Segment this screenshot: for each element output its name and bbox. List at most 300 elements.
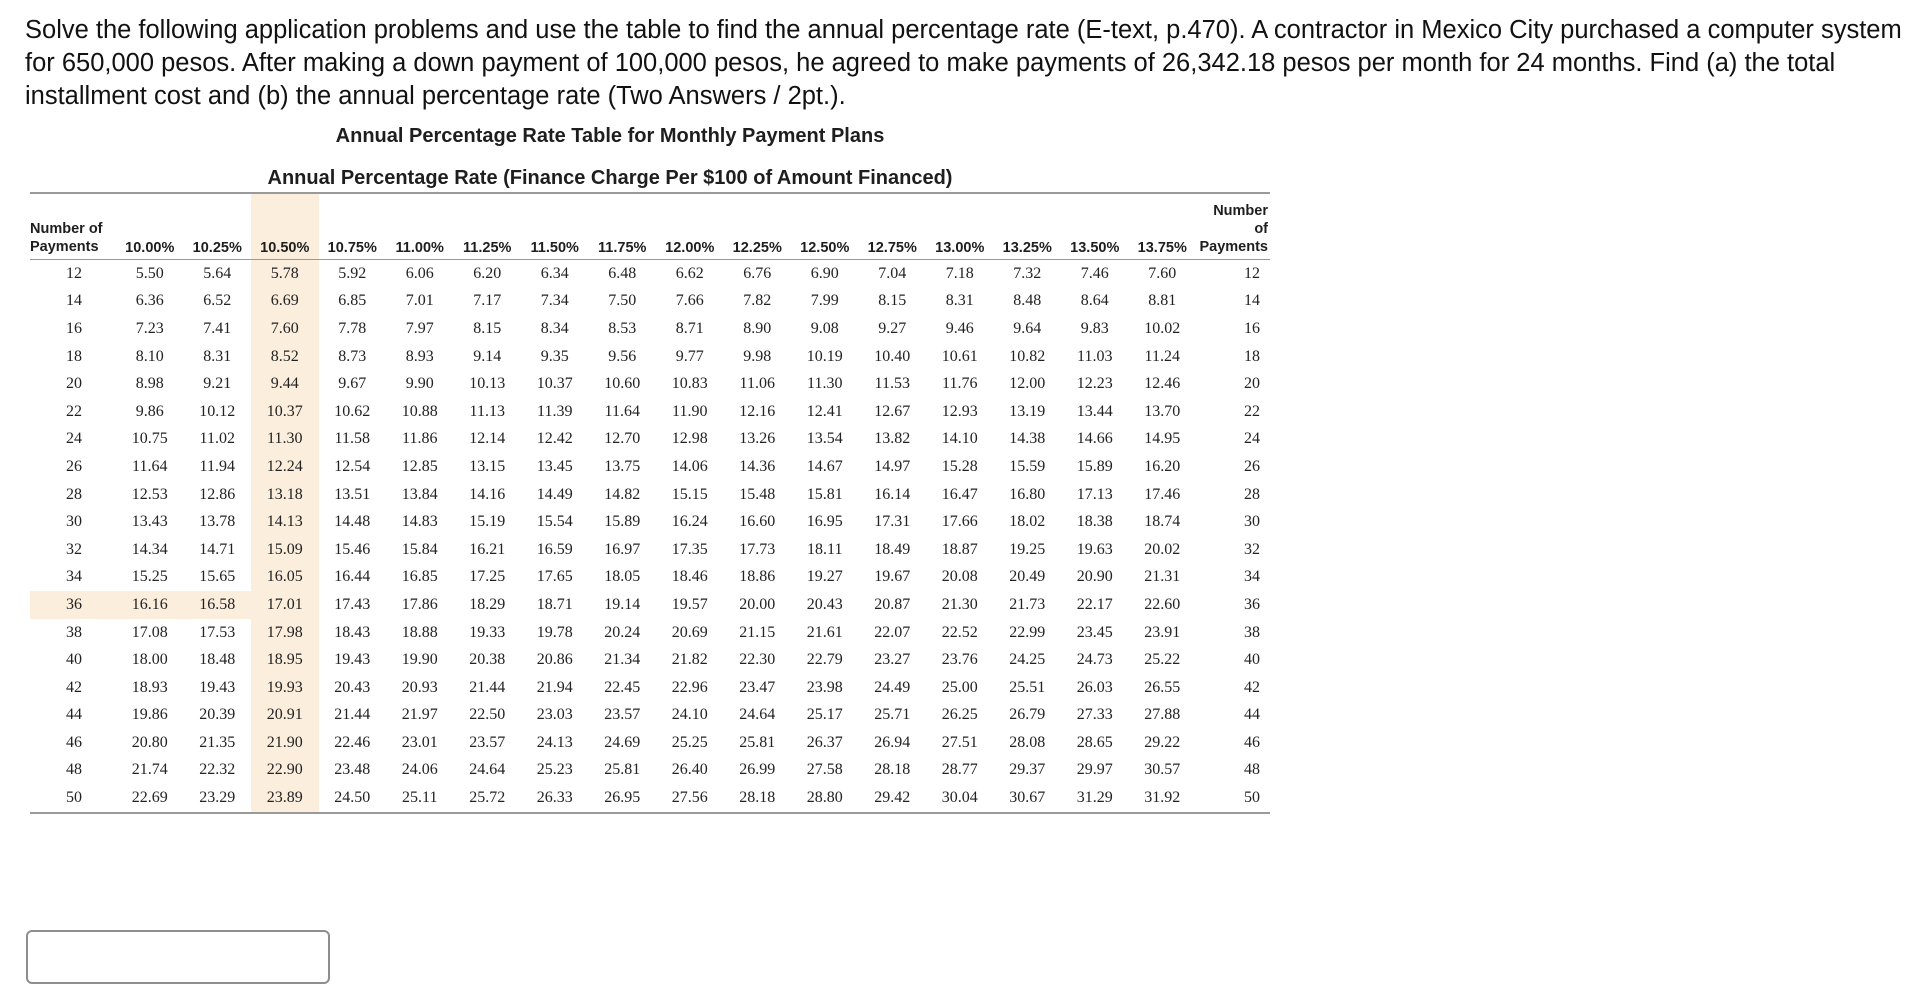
finance-charge-cell: 16.95: [806, 513, 843, 531]
finance-charge-cell: 13.15: [469, 457, 506, 475]
left-payments-header: [30, 193, 116, 260]
finance-charge-cell: 9.77: [675, 347, 704, 365]
finance-charge-cell: 8.98: [135, 375, 164, 393]
finance-charge-cell: 5.64: [203, 264, 232, 282]
finance-charge-cell: 15.54: [536, 513, 573, 531]
finance-charge-cell: 10.12: [199, 402, 236, 420]
apr-table-body: [30, 260, 1270, 813]
payments-count-right: 32: [1244, 540, 1260, 558]
payments-count-left: 38: [66, 623, 82, 641]
finance-charge-cell: 15.48: [739, 485, 776, 503]
finance-charge-cell: 18.05: [604, 568, 641, 586]
finance-charge-cell: 21.35: [199, 733, 236, 751]
finance-charge-cell: 12.23: [1076, 375, 1113, 393]
finance-charge-cell: 14.16: [469, 485, 506, 503]
finance-charge-cell: 19.14: [604, 595, 641, 613]
finance-charge-cell: 8.81: [1148, 292, 1177, 310]
finance-charge-cell: 18.02: [1009, 513, 1046, 531]
finance-charge-cell: 12.14: [469, 430, 506, 448]
table-row: [30, 536, 1270, 564]
finance-charge-cell: 23.27: [874, 651, 911, 669]
finance-charge-cell: 7.60: [1148, 264, 1177, 282]
finance-charge-cell: 23.48: [334, 761, 371, 779]
payments-count-left: 24: [66, 430, 82, 448]
finance-charge-cell: 15.81: [806, 485, 843, 503]
finance-charge-cell: 20.69: [671, 623, 708, 641]
finance-charge-cell: 16.14: [874, 485, 911, 503]
table-row: [30, 398, 1270, 426]
finance-charge-cell: 18.86: [739, 568, 776, 586]
table-row: [30, 508, 1270, 536]
finance-charge-cell: 15.89: [1076, 457, 1113, 475]
finance-charge-cell: 19.90: [401, 651, 438, 669]
finance-charge-cell: 20.38: [469, 651, 506, 669]
finance-charge-cell: 9.98: [743, 347, 772, 365]
finance-charge-cell: 20.24: [604, 623, 641, 641]
finance-charge-cell: 13.26: [739, 430, 776, 448]
finance-charge-cell: 19.78: [536, 623, 573, 641]
finance-charge-cell: 7.50: [608, 292, 637, 310]
finance-charge-cell: 26.94: [874, 733, 911, 751]
finance-charge-cell: 20.08: [941, 568, 978, 586]
finance-charge-cell: 12.70: [604, 430, 641, 448]
finance-charge-cell: 25.00: [941, 678, 978, 696]
finance-charge-cell: 6.69: [251, 288, 319, 316]
finance-charge-cell: 12.46: [1144, 375, 1181, 393]
finance-charge-cell: 10.62: [334, 402, 371, 420]
rate-header: 12.25%: [724, 193, 792, 260]
table-row: [30, 591, 1270, 619]
finance-charge-cell: 9.27: [878, 319, 907, 337]
finance-charge-cell: 6.76: [743, 264, 772, 282]
finance-charge-cell: 6.34: [540, 264, 569, 282]
finance-charge-cell: 15.89: [604, 513, 641, 531]
finance-charge-cell: 11.30: [807, 375, 843, 393]
finance-charge-cell: 13.54: [806, 430, 843, 448]
finance-charge-cell: 16.21: [469, 540, 506, 558]
finance-charge-cell: 19.63: [1076, 540, 1113, 558]
finance-charge-cell: 19.67: [874, 568, 911, 586]
finance-charge-cell: 17.01: [251, 591, 319, 619]
finance-charge-cell: 26.95: [604, 789, 641, 807]
finance-charge-cell: 14.95: [1144, 430, 1181, 448]
payments-count-right: 42: [1244, 678, 1260, 696]
rate-header: 10.00%: [116, 193, 184, 260]
finance-charge-cell: 19.43: [199, 678, 236, 696]
finance-charge-cell: 20.91: [251, 702, 319, 730]
finance-charge-cell: 28.77: [941, 761, 978, 779]
finance-charge-cell: 11.94: [199, 457, 235, 475]
payments-count-left: 12: [66, 264, 82, 282]
table-row: [30, 757, 1270, 785]
finance-charge-cell: 15.15: [671, 485, 708, 503]
finance-charge-cell: 29.42: [874, 789, 911, 807]
finance-charge-cell: 11.64: [604, 402, 640, 420]
finance-charge-cell: 30.57: [1144, 761, 1181, 779]
finance-charge-cell: 20.93: [401, 678, 438, 696]
payments-count-left: 26: [66, 457, 82, 475]
finance-charge-cell: 10.82: [1009, 347, 1046, 365]
finance-charge-cell: 20.86: [536, 651, 573, 669]
finance-charge-cell: 22.60: [1144, 595, 1181, 613]
finance-charge-cell: 28.18: [874, 761, 911, 779]
finance-charge-cell: 20.49: [1009, 568, 1046, 586]
finance-charge-cell: 18.29: [469, 595, 506, 613]
table-title: Annual Percentage Rate Table for Monthly Payment Plans: [335, 125, 885, 147]
payments-count-right: 14: [1244, 292, 1260, 310]
finance-charge-cell: 8.31: [945, 292, 974, 310]
finance-charge-cell: 12.41: [806, 402, 843, 420]
finance-charge-cell: 25.81: [739, 733, 776, 751]
question-text: Solve the following application problems and use the table to find the annual percentage rate (E-text, p.470). A contractor in Mexico City purchased a computer system for 650,000 pesos. After making a down payment of 100,000 pesos, he agreed to make payments of 26,342.18 pesos per month for 24 months. Find (a) the total installment cost and (b) the annual percentage rate (Two Answers / 2pt.).: [25, 16, 1902, 110]
finance-charge-cell: 20.02: [1144, 540, 1181, 558]
finance-charge-cell: 28.18: [739, 789, 776, 807]
rate-header: 13.25%: [994, 193, 1062, 260]
finance-charge-cell: 8.15: [878, 292, 907, 310]
finance-charge-cell: 14.06: [671, 457, 708, 475]
finance-charge-cell: 16.60: [739, 513, 776, 531]
finance-charge-cell: 22.45: [604, 678, 641, 696]
payments-count-right: 40: [1244, 651, 1260, 669]
payments-count-left: 50: [66, 789, 82, 807]
finance-charge-cell: 18.00: [131, 651, 168, 669]
finance-charge-cell: 8.31: [203, 347, 232, 365]
finance-charge-cell: 12.53: [131, 485, 168, 503]
finance-charge-cell: 18.43: [334, 623, 371, 641]
finance-charge-cell: 14.48: [334, 513, 371, 531]
finance-charge-cell: 9.64: [1013, 319, 1042, 337]
finance-charge-cell: 16.05: [251, 564, 319, 592]
finance-charge-cell: 28.65: [1076, 733, 1113, 751]
finance-charge-cell: 13.51: [334, 485, 371, 503]
finance-charge-cell: 22.52: [941, 623, 978, 641]
finance-charge-cell: 7.04: [878, 264, 907, 282]
finance-charge-cell: 11.13: [469, 402, 505, 420]
finance-charge-cell: 12.24: [251, 453, 319, 481]
finance-charge-cell: 7.18: [945, 264, 974, 282]
payments-count-right: 18: [1244, 347, 1260, 365]
finance-charge-cell: 10.37: [536, 375, 573, 393]
finance-charge-cell: 21.82: [671, 651, 708, 669]
finance-charge-cell: 10.19: [806, 347, 843, 365]
right-header-line: Payments: [1199, 239, 1268, 255]
table-row: [30, 564, 1270, 592]
finance-charge-cell: 6.85: [338, 292, 367, 310]
finance-charge-cell: 23.03: [536, 706, 573, 724]
finance-charge-cell: 16.44: [334, 568, 371, 586]
finance-charge-cell: 23.01: [401, 733, 438, 751]
payments-count-right: 38: [1244, 623, 1260, 641]
payments-count-left: 22: [66, 402, 82, 420]
finance-charge-cell: 27.51: [941, 733, 978, 751]
finance-charge-cell: 12.85: [401, 457, 438, 475]
finance-charge-cell: 10.83: [671, 375, 708, 393]
finance-charge-cell: 9.56: [608, 347, 637, 365]
table-row: [30, 674, 1270, 702]
finance-charge-cell: 12.54: [334, 457, 371, 475]
finance-charge-cell: 12.93: [941, 402, 978, 420]
finance-charge-cell: 19.86: [131, 706, 168, 724]
finance-charge-cell: 18.93: [131, 678, 168, 696]
rate-header: 13.75%: [1129, 193, 1197, 260]
finance-charge-cell: 30.67: [1009, 789, 1046, 807]
rate-header: 12.50%: [791, 193, 859, 260]
finance-charge-cell: 9.35: [540, 347, 569, 365]
payments-count-left: 32: [66, 540, 82, 558]
finance-charge-cell: 30.04: [941, 789, 978, 807]
rate-header: 11.75%: [589, 193, 657, 260]
finance-charge-cell: 10.60: [604, 375, 641, 393]
finance-charge-cell: 22.30: [739, 651, 776, 669]
right-header-line: of: [1254, 221, 1268, 237]
payments-count-left: 30: [66, 513, 82, 531]
finance-charge-cell: 6.36: [135, 292, 164, 310]
finance-charge-cell: 13.84: [401, 485, 438, 503]
rate-header: 10.75%: [319, 193, 387, 260]
finance-charge-cell: 18.38: [1076, 513, 1113, 531]
finance-charge-cell: 7.97: [405, 319, 434, 337]
finance-charge-cell: 24.64: [469, 761, 506, 779]
finance-charge-cell: 14.36: [739, 457, 776, 475]
finance-charge-cell: 29.37: [1009, 761, 1046, 779]
finance-charge-cell: 19.33: [469, 623, 506, 641]
table-header-row: [30, 193, 1270, 260]
finance-charge-cell: 24.13: [536, 733, 573, 751]
finance-charge-cell: 26.99: [739, 761, 776, 779]
finance-charge-cell: 20.80: [131, 733, 168, 751]
finance-charge-cell: 7.23: [135, 319, 164, 337]
finance-charge-cell: 21.44: [334, 706, 371, 724]
finance-charge-cell: 9.86: [135, 402, 164, 420]
rate-header: 11.25%: [454, 193, 522, 260]
finance-charge-cell: 8.48: [1013, 292, 1042, 310]
payments-count-left: 18: [66, 347, 82, 365]
finance-charge-cell: 22.96: [671, 678, 708, 696]
finance-charge-cell: 25.17: [806, 706, 843, 724]
payments-count-right: 20: [1244, 375, 1260, 393]
finance-charge-cell: 18.88: [401, 623, 438, 641]
finance-charge-cell: 31.29: [1076, 789, 1113, 807]
finance-charge-cell: 15.19: [469, 513, 506, 531]
payments-count-right: 46: [1244, 733, 1260, 751]
finance-charge-cell: 14.82: [604, 485, 641, 503]
finance-charge-cell: 22.07: [874, 623, 911, 641]
finance-charge-cell: 17.13: [1076, 485, 1113, 503]
finance-charge-cell: 14.13: [251, 508, 319, 536]
finance-charge-cell: 6.48: [608, 264, 637, 282]
finance-charge-cell: 21.90: [251, 729, 319, 757]
finance-charge-cell: 11.64: [132, 457, 168, 475]
rate-header: 13.50%: [1061, 193, 1129, 260]
finance-charge-cell: 12.00: [1009, 375, 1046, 393]
finance-charge-cell: 6.52: [203, 292, 232, 310]
finance-charge-cell: 11.02: [199, 430, 235, 448]
finance-charge-cell: 7.34: [540, 292, 569, 310]
finance-charge-cell: 8.71: [675, 319, 704, 337]
rate-header-highlighted: 10.50%: [251, 193, 319, 260]
left-header-line: Payments: [30, 239, 99, 255]
finance-charge-cell: 18.95: [251, 646, 319, 674]
finance-charge-cell: 6.62: [675, 264, 704, 282]
finance-charge-cell: 29.22: [1144, 733, 1181, 751]
finance-charge-cell: 8.64: [1080, 292, 1109, 310]
finance-charge-cell: 23.47: [739, 678, 776, 696]
table-row: [30, 481, 1270, 509]
finance-charge-cell: 14.97: [874, 457, 911, 475]
finance-charge-cell: 10.40: [874, 347, 911, 365]
finance-charge-cell: 18.48: [199, 651, 236, 669]
payments-count-right: 34: [1244, 568, 1260, 586]
finance-charge-cell: 13.43: [131, 513, 168, 531]
rate-header: 12.75%: [859, 193, 927, 260]
finance-charge-cell: 17.31: [874, 513, 911, 531]
finance-charge-cell: 10.13: [469, 375, 506, 393]
answer-input[interactable]: [26, 930, 330, 984]
finance-charge-cell: 27.58: [806, 761, 843, 779]
finance-charge-cell: 11.03: [1077, 347, 1113, 365]
finance-charge-cell: 10.75: [131, 430, 168, 448]
finance-charge-cell: 16.20: [1144, 457, 1181, 475]
finance-charge-cell: 26.79: [1009, 706, 1046, 724]
payments-count-left: 48: [66, 761, 82, 779]
finance-charge-cell: 20.00: [739, 595, 776, 613]
left-header-line: Number of: [30, 221, 103, 237]
finance-charge-cell: 17.53: [199, 623, 236, 641]
payments-count-left: 28: [66, 485, 82, 503]
finance-charge-cell: 10.02: [1144, 319, 1181, 337]
finance-charge-cell: 7.41: [203, 319, 232, 337]
right-header-line: Number: [1213, 203, 1268, 219]
finance-charge-cell: 9.08: [810, 319, 839, 337]
finance-charge-cell: 20.43: [334, 678, 371, 696]
finance-charge-cell: 5.50: [135, 264, 164, 282]
finance-charge-cell: 13.44: [1076, 402, 1113, 420]
finance-charge-cell: 14.83: [401, 513, 438, 531]
payments-count-right: 22: [1244, 402, 1260, 420]
finance-charge-cell: 23.98: [806, 678, 843, 696]
finance-charge-cell: 22.46: [334, 733, 371, 751]
payments-count-left: 36: [30, 591, 116, 619]
finance-charge-cell: 26.37: [806, 733, 843, 751]
finance-charge-cell: 8.93: [405, 347, 434, 365]
finance-charge-cell: 8.10: [135, 347, 164, 365]
finance-charge-cell: 17.66: [941, 513, 978, 531]
table-row: [30, 729, 1270, 757]
payments-count-right: 44: [1244, 706, 1260, 724]
finance-charge-cell: 9.21: [203, 375, 232, 393]
table-row: [30, 619, 1270, 647]
finance-charge-cell: 27.56: [671, 789, 708, 807]
finance-charge-cell: 13.75: [604, 457, 641, 475]
finance-charge-cell: 23.45: [1076, 623, 1113, 641]
table-row: [30, 784, 1270, 813]
finance-charge-cell: 11.58: [334, 430, 370, 448]
finance-charge-cell: 14.34: [131, 540, 168, 558]
payments-count-right: 16: [1244, 319, 1260, 337]
finance-charge-cell: 24.50: [334, 789, 371, 807]
finance-charge-cell: 18.87: [941, 540, 978, 558]
payments-count-right: 30: [1244, 513, 1260, 531]
finance-charge-cell: 8.15: [473, 319, 502, 337]
finance-charge-cell: 27.33: [1076, 706, 1113, 724]
finance-charge-cell: 25.22: [1144, 651, 1181, 669]
finance-charge-cell: 13.18: [251, 481, 319, 509]
finance-charge-cell: 18.74: [1144, 513, 1181, 531]
finance-charge-cell: 7.60: [251, 315, 319, 343]
finance-charge-cell: 11.06: [739, 375, 775, 393]
table-row: [30, 370, 1270, 398]
payments-count-left: 16: [66, 319, 82, 337]
finance-charge-cell: 21.74: [131, 761, 168, 779]
finance-charge-cell: 11.30: [251, 426, 319, 454]
finance-charge-cell: 16.59: [536, 540, 573, 558]
finance-charge-cell: 14.67: [806, 457, 843, 475]
finance-charge-cell: 13.70: [1144, 402, 1181, 420]
finance-charge-cell: 25.11: [402, 789, 438, 807]
finance-charge-cell: 19.43: [334, 651, 371, 669]
table-row: [30, 646, 1270, 674]
finance-charge-cell: 26.55: [1144, 678, 1181, 696]
finance-charge-cell: 7.78: [338, 319, 367, 337]
rate-header: 12.00%: [656, 193, 724, 260]
finance-charge-cell: 25.23: [536, 761, 573, 779]
finance-charge-cell: 12.98: [671, 430, 708, 448]
rate-header: 13.00%: [926, 193, 994, 260]
finance-charge-cell: 9.46: [945, 319, 974, 337]
finance-charge-cell: 19.25: [1009, 540, 1046, 558]
finance-charge-cell: 23.57: [469, 733, 506, 751]
finance-charge-cell: 11.53: [874, 375, 910, 393]
finance-charge-cell: 17.98: [251, 619, 319, 647]
finance-charge-cell: 16.24: [671, 513, 708, 531]
table-row: [30, 453, 1270, 481]
finance-charge-cell: 5.92: [338, 264, 367, 282]
finance-charge-cell: 25.25: [671, 733, 708, 751]
finance-charge-cell: 21.94: [536, 678, 573, 696]
finance-charge-cell: 22.69: [131, 789, 168, 807]
finance-charge-cell: 27.88: [1144, 706, 1181, 724]
finance-charge-cell: 15.46: [334, 540, 371, 558]
finance-charge-cell: 21.15: [739, 623, 776, 641]
finance-charge-cell: 12.67: [874, 402, 911, 420]
finance-charge-cell: 12.42: [536, 430, 573, 448]
finance-charge-cell: 24.69: [604, 733, 641, 751]
finance-charge-cell: 25.72: [469, 789, 506, 807]
finance-charge-cell: 8.53: [608, 319, 637, 337]
finance-charge-cell: 16.16: [116, 591, 184, 619]
finance-charge-cell: 16.97: [604, 540, 641, 558]
finance-charge-cell: 25.51: [1009, 678, 1046, 696]
finance-charge-cell: 21.34: [604, 651, 641, 669]
finance-charge-cell: 17.43: [334, 595, 371, 613]
finance-charge-cell: 11.24: [1144, 347, 1180, 365]
finance-charge-cell: 17.25: [469, 568, 506, 586]
finance-charge-cell: 25.81: [604, 761, 641, 779]
finance-charge-cell: 16.85: [401, 568, 438, 586]
finance-charge-cell: 16.47: [941, 485, 978, 503]
finance-charge-cell: 8.34: [540, 319, 569, 337]
finance-charge-cell: 24.64: [739, 706, 776, 724]
finance-charge-cell: 15.84: [401, 540, 438, 558]
rate-header: 11.00%: [386, 193, 454, 260]
finance-charge-cell: 17.35: [671, 540, 708, 558]
apr-table: [30, 192, 1270, 814]
finance-charge-cell: 19.57: [671, 595, 708, 613]
finance-charge-cell: 20.90: [1076, 568, 1113, 586]
finance-charge-cell: 9.67: [338, 375, 367, 393]
finance-charge-cell: 18.46: [671, 568, 708, 586]
finance-charge-cell: 25.71: [874, 706, 911, 724]
